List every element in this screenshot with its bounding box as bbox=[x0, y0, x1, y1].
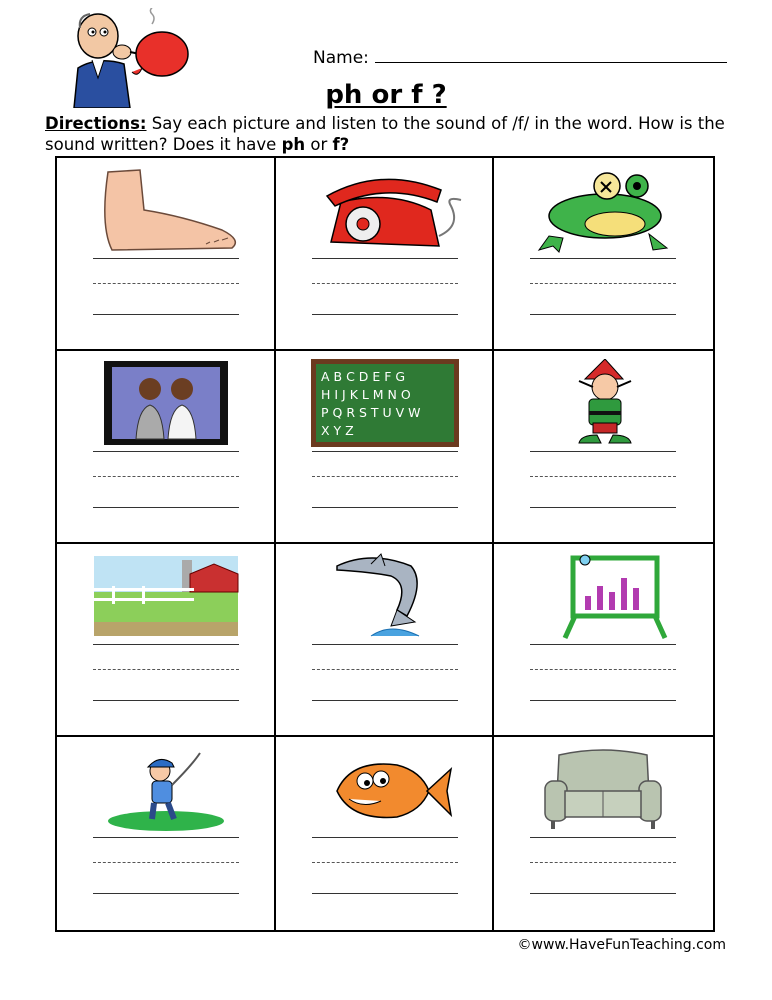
writing-line-bottom bbox=[93, 314, 239, 315]
writing-line-top bbox=[312, 644, 458, 645]
directions bbox=[45, 113, 735, 155]
golf-image bbox=[82, 745, 250, 833]
writing-line-top bbox=[93, 837, 239, 838]
name-field[interactable] bbox=[313, 46, 727, 68]
writing-line-mid bbox=[312, 476, 458, 477]
cell-foot bbox=[57, 158, 276, 351]
chalkboard-row-3: P Q R S T U V W bbox=[320, 405, 421, 420]
writing-line-top bbox=[530, 258, 676, 259]
directions-text: Say each picture and listen to the sound of /f/ in the word. How is the sound written? Does it have bbox=[45, 114, 725, 154]
photo-image bbox=[82, 359, 250, 447]
writing-line-bottom bbox=[312, 314, 458, 315]
writing-line-bottom bbox=[530, 700, 676, 701]
writing-line-top bbox=[93, 644, 239, 645]
cell-photo bbox=[57, 351, 276, 544]
cell-golf bbox=[57, 737, 276, 930]
writing-line-top bbox=[530, 837, 676, 838]
telephone-image bbox=[301, 166, 469, 254]
writing-line-mid bbox=[312, 283, 458, 284]
writing-line-bottom bbox=[93, 893, 239, 894]
writing-line-bottom bbox=[530, 507, 676, 508]
cell-alphabet bbox=[276, 351, 495, 544]
chalkboard-row-2: H I J K L M N O bbox=[320, 387, 411, 402]
frog-image bbox=[519, 166, 687, 254]
alphabet-image bbox=[301, 359, 469, 447]
directions-f: f? bbox=[332, 135, 350, 154]
writing-line-top bbox=[312, 837, 458, 838]
writing-line-top bbox=[530, 644, 676, 645]
writing-line-mid bbox=[312, 669, 458, 670]
writing-line-mid bbox=[93, 476, 239, 477]
writing-line-mid bbox=[93, 862, 239, 863]
writing-line-top bbox=[93, 451, 239, 452]
directions-label: Directions: bbox=[45, 114, 147, 133]
writing-line-top bbox=[312, 451, 458, 452]
name-line[interactable] bbox=[375, 46, 727, 63]
writing-line-mid bbox=[530, 283, 676, 284]
picture-grid bbox=[55, 156, 715, 932]
writing-line-bottom bbox=[93, 700, 239, 701]
name-label: Name: bbox=[313, 48, 369, 68]
writing-line-top bbox=[530, 451, 676, 452]
cell-farm bbox=[57, 544, 276, 737]
writing-line-mid bbox=[312, 862, 458, 863]
writing-line-mid bbox=[530, 476, 676, 477]
directions-or: or bbox=[305, 135, 333, 154]
foot-image bbox=[82, 166, 250, 254]
elf-image bbox=[519, 359, 687, 447]
cell-telephone bbox=[276, 158, 495, 351]
cell-dolphin bbox=[276, 544, 495, 737]
writing-line-bottom bbox=[312, 893, 458, 894]
writing-line-bottom bbox=[312, 507, 458, 508]
graph-image bbox=[519, 552, 687, 640]
copyright-footer: ©www.HaveFunTeaching.com bbox=[517, 937, 726, 953]
sofa-image bbox=[519, 745, 687, 833]
writing-line-mid bbox=[93, 283, 239, 284]
directions-ph: ph bbox=[281, 135, 306, 154]
chalkboard-row-4: X Y Z bbox=[320, 423, 354, 438]
writing-line-top bbox=[312, 258, 458, 259]
writing-line-bottom bbox=[530, 893, 676, 894]
writing-line-bottom bbox=[93, 507, 239, 508]
writing-line-mid bbox=[530, 862, 676, 863]
cell-graph bbox=[494, 544, 713, 737]
fish-image bbox=[301, 745, 469, 833]
cell-sofa bbox=[494, 737, 713, 930]
writing-line-mid bbox=[93, 669, 239, 670]
cell-fish bbox=[276, 737, 495, 930]
writing-line-top bbox=[93, 258, 239, 259]
dolphin-image bbox=[301, 552, 469, 640]
writing-line-mid bbox=[530, 669, 676, 670]
worksheet-title: ph or f ? bbox=[325, 80, 447, 110]
writing-line-bottom bbox=[530, 314, 676, 315]
farm-image bbox=[82, 552, 250, 640]
writing-line-bottom bbox=[312, 700, 458, 701]
chalkboard-row-1: A B C D E F G bbox=[320, 369, 405, 384]
cell-frog bbox=[494, 158, 713, 351]
cell-elf bbox=[494, 351, 713, 544]
